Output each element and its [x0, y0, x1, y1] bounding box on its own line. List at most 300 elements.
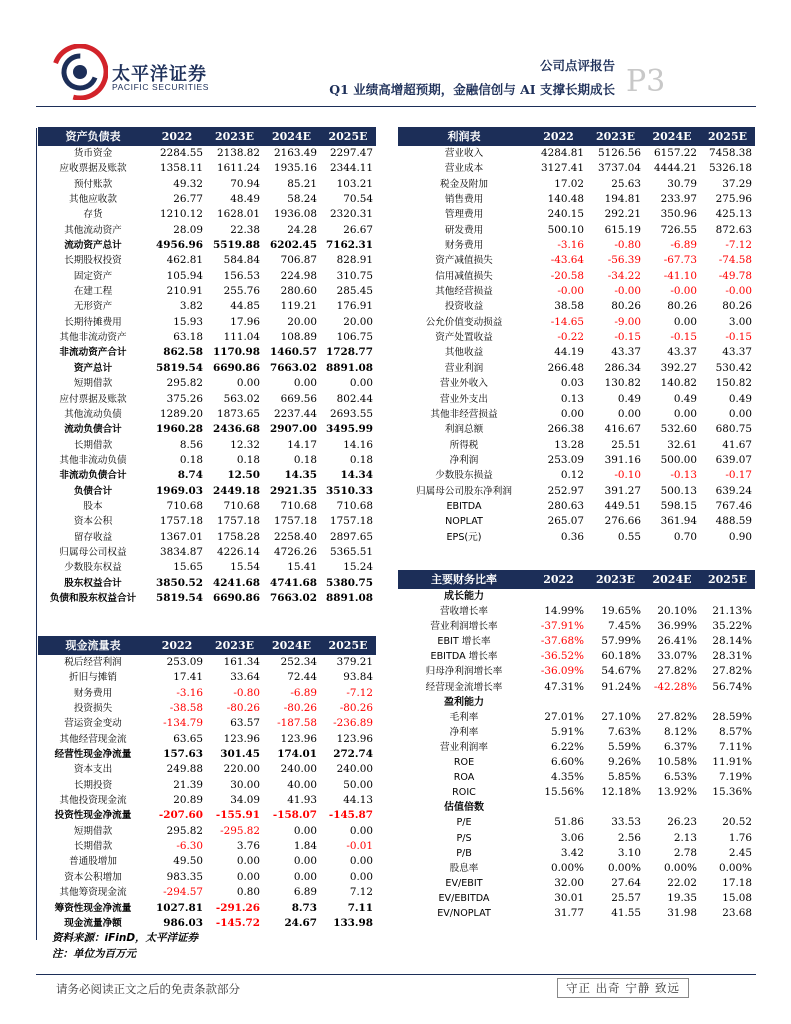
value-cell: 4241.68 [213, 576, 260, 589]
value-cell: 1210.12 [160, 208, 203, 221]
value-cell: 0.00 [560, 407, 584, 420]
value-cell: 669.56 [280, 392, 317, 405]
table-row [38, 345, 376, 360]
value-cell: -0.80 [233, 686, 260, 699]
value-cell: 32.61 [667, 438, 697, 451]
table-title: 现金流量表 [38, 636, 148, 655]
row-label: 经营性现金净流量 [54, 749, 132, 761]
value-cell: 0.00% [550, 861, 584, 874]
value-cell: 22.02 [667, 876, 697, 889]
value-cell: 416.67 [604, 423, 641, 436]
value-cell: 4726.26 [274, 545, 317, 558]
value-cell: 276.66 [604, 515, 641, 528]
value-cell: 15.24 [343, 561, 373, 574]
row-label: EV/EBIT [445, 877, 483, 889]
value-cell: -0.10 [614, 469, 641, 482]
row-label: 流动负债合计 [64, 424, 122, 436]
table-row [38, 146, 376, 161]
value-cell: 6.53% [663, 771, 697, 784]
value-cell: -0.22 [557, 331, 584, 344]
value-cell: -36.09% [540, 665, 584, 678]
value-cell: 27.82% [657, 710, 697, 723]
value-cell: -0.15 [725, 331, 752, 344]
empty-cell [530, 800, 587, 815]
value-cell: 500.00 [660, 453, 697, 466]
value-cell: 111.04 [223, 331, 260, 344]
value-cell: 986.03 [163, 916, 203, 929]
value-cell: 28.14% [712, 635, 752, 648]
table-row [38, 762, 376, 777]
company-logo [52, 44, 108, 100]
value-cell: 266.38 [547, 423, 584, 436]
row-label: P/B [456, 847, 472, 859]
value-cell: 19.35 [667, 891, 697, 904]
value-cell: 255.76 [223, 285, 260, 298]
income-statement-table [398, 127, 755, 545]
value-cell: 103.21 [336, 177, 373, 190]
value-cell: 174.01 [277, 748, 317, 761]
row-label: 非流动资产合计 [59, 347, 127, 359]
table-row [38, 315, 376, 330]
value-cell: 252.97 [547, 484, 584, 497]
value-cell: 0.00 [349, 855, 373, 868]
value-cell: 63.65 [173, 732, 203, 745]
table-row [398, 146, 755, 161]
table-row [38, 701, 376, 716]
value-cell: 7162.31 [326, 239, 373, 252]
table-row [38, 686, 376, 701]
value-cell: 233.97 [660, 193, 697, 206]
value-cell: 0.90 [728, 530, 752, 543]
value-cell: 24.67 [284, 916, 317, 929]
value-cell: 1757.18 [217, 515, 260, 528]
value-cell: 8.57% [718, 725, 752, 738]
table-row [398, 755, 755, 770]
value-cell: 0.00 [236, 855, 260, 868]
table-row [398, 514, 755, 529]
value-cell: 0.55 [617, 530, 641, 543]
value-cell: -49.78 [718, 269, 752, 282]
value-cell: 44.13 [343, 794, 373, 807]
section-row [398, 589, 755, 604]
value-cell: 3495.99 [326, 423, 373, 436]
value-cell: 0.70 [673, 530, 697, 543]
value-cell: 240.00 [280, 763, 317, 776]
row-label: 营业成本 [444, 163, 484, 175]
value-cell: -37.68% [540, 635, 584, 648]
row-label: 短期借款 [73, 378, 113, 390]
value-cell: 563.02 [223, 392, 260, 405]
value-cell: 15.56% [544, 786, 584, 799]
year-header: 2023E [206, 636, 263, 655]
value-cell: 2138.82 [217, 147, 260, 159]
year-header: 2024E [263, 636, 320, 655]
table-row [398, 530, 755, 545]
row-label: 货币资金 [73, 148, 113, 159]
value-cell: 91.24% [601, 680, 641, 693]
row-label: 营业利润率 [440, 741, 488, 753]
value-cell: 49.32 [173, 177, 203, 190]
value-cell: 130.82 [604, 377, 641, 390]
value-cell: -43.64 [550, 254, 584, 267]
value-cell: 4.35% [550, 771, 584, 784]
value-cell: 1611.24 [217, 162, 260, 175]
footer-rule [36, 974, 756, 975]
value-cell: 108.89 [280, 331, 317, 344]
value-cell: 1960.28 [156, 423, 203, 436]
value-cell: 6.37% [663, 740, 697, 753]
value-cell: 252.34 [280, 656, 317, 668]
row-label: 负债合计 [73, 485, 113, 497]
value-cell: -3.16 [176, 686, 203, 699]
value-cell: -34.22 [607, 269, 641, 282]
value-cell: 14.35 [284, 469, 317, 482]
value-cell: 33.07% [657, 650, 697, 663]
row-label: 资本公积增加 [64, 871, 122, 883]
table-row [398, 253, 755, 268]
value-cell: 7.19% [718, 771, 752, 784]
empty-cell [587, 589, 644, 604]
value-cell: 3.42 [560, 846, 584, 859]
value-cell: 12.50 [227, 469, 260, 482]
value-cell: 2237.44 [274, 407, 317, 420]
value-cell: 8.74 [177, 469, 203, 482]
value-cell: 28.59% [712, 710, 752, 723]
row-label: 其他非经营损益 [430, 408, 498, 420]
value-cell: 47.31% [544, 680, 584, 693]
value-cell: 0.18 [236, 453, 260, 466]
row-label: 流动资产总计 [64, 240, 122, 252]
value-cell: 25.57 [611, 891, 641, 904]
table-row [38, 238, 376, 253]
table-row [398, 177, 755, 192]
value-cell: 7.45% [607, 620, 641, 633]
value-cell: -74.58 [718, 254, 752, 267]
value-cell: 2921.35 [270, 484, 317, 497]
section-label: 盈利能力 [444, 696, 484, 708]
value-cell: 1873.65 [217, 407, 260, 420]
value-cell: 2.13 [673, 831, 697, 844]
row-label: 投资收益 [444, 301, 484, 313]
row-label: P/S [456, 832, 472, 844]
value-cell: 615.19 [604, 223, 641, 236]
value-cell: 44.85 [230, 300, 260, 313]
year-header: 2025E [700, 570, 755, 589]
value-cell: 17.02 [554, 177, 584, 190]
value-cell: 15.36% [712, 786, 752, 799]
header-rule [36, 106, 756, 107]
value-cell: 0.00 [293, 855, 317, 868]
empty-cell [644, 695, 700, 710]
value-cell: 710.68 [336, 499, 373, 512]
value-cell: -0.01 [346, 840, 373, 853]
row-label: EBITDA 增长率 [430, 651, 498, 663]
table-row [398, 846, 755, 861]
table-row [38, 839, 376, 854]
value-cell: -6.89 [670, 239, 697, 252]
table-title: 资产负债表 [38, 127, 148, 146]
empty-cell [700, 695, 755, 710]
table-row [38, 747, 376, 762]
value-cell: 26.41% [657, 635, 697, 648]
value-cell: 60.18% [601, 650, 641, 663]
table-row [398, 392, 755, 407]
value-cell: 31.98 [667, 906, 697, 919]
value-cell: -0.00 [557, 285, 584, 298]
value-cell: 639.07 [715, 453, 752, 466]
value-cell: 391.27 [604, 484, 641, 497]
value-cell: -0.80 [614, 239, 641, 252]
value-cell: 9.26% [607, 756, 641, 769]
financial-ratios-table [398, 570, 755, 921]
value-cell: -37.91% [540, 620, 584, 633]
table-row [38, 453, 376, 468]
value-cell: 1628.01 [217, 208, 260, 221]
value-cell: 20.52 [722, 816, 752, 829]
value-cell: 3737.04 [598, 162, 641, 175]
table-row [38, 655, 376, 670]
table-row [38, 468, 376, 483]
value-cell: 767.46 [715, 499, 752, 512]
value-cell: 6.60% [550, 756, 584, 769]
row-label: 所得税 [449, 439, 479, 451]
value-cell: 15.93 [173, 315, 203, 328]
value-cell: 2284.55 [160, 147, 203, 159]
section-row [398, 800, 755, 815]
value-cell: -236.89 [333, 717, 373, 730]
table-row [398, 649, 755, 664]
value-cell: 41.55 [611, 906, 641, 919]
value-cell: 2320.31 [330, 208, 373, 221]
table-row [38, 916, 376, 931]
table-row [38, 422, 376, 437]
value-cell: 25.63 [611, 177, 641, 190]
value-cell: 24.28 [287, 223, 317, 236]
row-label: 经营现金流增长率 [425, 681, 503, 693]
value-cell: 7.12 [349, 886, 373, 899]
value-cell: 49.50 [173, 855, 203, 868]
value-cell: 0.00 [293, 824, 317, 837]
value-cell: -7.12 [725, 239, 752, 252]
value-cell: 43.37 [667, 346, 697, 359]
table-row [398, 330, 755, 345]
value-cell: 4284.81 [541, 147, 584, 159]
value-cell: 70.54 [343, 193, 373, 206]
value-cell: 1758.28 [217, 530, 260, 543]
row-label: 投资性现金净流量 [54, 810, 132, 822]
value-cell: 12.18% [601, 786, 641, 799]
value-cell: 280.63 [547, 499, 584, 512]
value-cell: 17.41 [173, 671, 203, 684]
value-cell: 150.82 [715, 377, 752, 390]
value-cell: 35.22% [712, 620, 752, 633]
value-cell: 1728.77 [326, 346, 373, 359]
table-row [398, 891, 755, 906]
value-cell: 36.99% [657, 620, 697, 633]
year-header: 2024E [263, 127, 320, 146]
value-cell: 210.91 [166, 285, 203, 298]
value-cell: 265.07 [547, 515, 584, 528]
value-cell: 56.74% [712, 680, 752, 693]
table-row [38, 223, 376, 238]
value-cell: -67.73 [663, 254, 697, 267]
value-cell: 2693.55 [330, 407, 373, 420]
value-cell: -36.52% [540, 650, 584, 663]
value-cell: 119.21 [280, 300, 317, 313]
value-cell: 3.76 [236, 840, 260, 853]
table-row [398, 815, 755, 830]
value-cell: 0.49 [728, 392, 752, 405]
table-header-row [38, 127, 376, 146]
row-label: 归属母公司股东净利润 [416, 485, 512, 497]
table-row [398, 238, 755, 253]
table-row [38, 591, 376, 606]
year-header: 2022 [530, 570, 587, 589]
row-label: 管理费用 [444, 209, 484, 221]
row-label: 长期借款 [73, 841, 113, 853]
value-cell: 48.49 [230, 193, 260, 206]
value-cell: 27.01% [544, 710, 584, 723]
value-cell: -42.28% [653, 680, 697, 693]
table-header-row [398, 570, 755, 589]
value-cell: 5126.56 [598, 147, 641, 159]
value-cell: 17.18 [722, 876, 752, 889]
table-row [398, 710, 755, 725]
value-cell: -295.82 [220, 824, 260, 837]
table-row [398, 376, 755, 391]
value-cell: 0.00% [607, 861, 641, 874]
table-row [38, 392, 376, 407]
value-cell: 1757.18 [330, 515, 373, 528]
source-note [52, 930, 198, 962]
value-cell: 4741.68 [270, 576, 317, 589]
table-row [38, 376, 376, 391]
value-cell: 0.49 [617, 392, 641, 405]
row-label: ROE [453, 757, 475, 769]
value-cell: 253.09 [166, 656, 203, 668]
row-label: EV/NOPLAT [437, 907, 491, 919]
value-cell: 21.13% [712, 605, 752, 618]
value-cell: 706.87 [280, 254, 317, 267]
value-cell: 51.86 [554, 816, 584, 829]
value-cell: 80.26 [722, 300, 752, 313]
value-cell: 532.60 [660, 423, 697, 436]
value-cell: -9.00 [614, 315, 641, 328]
value-cell: 26.77 [173, 193, 203, 206]
table-row [38, 361, 376, 376]
table-row [38, 670, 376, 685]
value-cell: 1757.18 [274, 515, 317, 528]
row-label: 其他流动负债 [64, 408, 122, 420]
table-row [398, 438, 755, 453]
row-label: 其他流动资产 [64, 224, 122, 236]
empty-cell [587, 800, 644, 815]
value-cell: 2297.47 [330, 147, 373, 159]
value-cell: 3510.33 [326, 484, 373, 497]
value-cell: 2163.49 [274, 147, 317, 159]
value-cell: 20.00 [343, 315, 373, 328]
value-cell: 5819.54 [156, 591, 203, 604]
row-label: 折旧与摊销 [69, 672, 117, 684]
table-row [38, 438, 376, 453]
value-cell: 8.56 [179, 438, 203, 451]
value-cell: 41.67 [722, 438, 752, 451]
value-cell: 500.13 [660, 484, 697, 497]
page-number: P3 [626, 64, 666, 99]
value-cell: 23.68 [722, 906, 752, 919]
value-cell: 15.41 [287, 561, 317, 574]
value-cell: 285.45 [336, 285, 373, 298]
table-row [38, 177, 376, 192]
value-cell: 26.67 [343, 223, 373, 236]
report-title: Q1 业绩高增超预期，金融信创与 AI 支撑长期成长 [329, 82, 615, 97]
value-cell: -0.17 [725, 469, 752, 482]
table-row [38, 545, 376, 560]
table-row [398, 484, 755, 499]
value-cell: 123.96 [280, 732, 317, 745]
value-cell: 598.15 [660, 499, 697, 512]
row-label: 无形资产 [73, 301, 113, 313]
value-cell: 57.99% [601, 635, 641, 648]
table-row [398, 269, 755, 284]
value-cell: 3.10 [617, 846, 641, 859]
value-cell: 13.28 [554, 438, 584, 451]
year-header: 2023E [587, 127, 644, 146]
row-label: ROA [453, 772, 475, 784]
row-label: 其他经营损益 [435, 286, 493, 298]
row-label: 其他筹资现金流 [59, 887, 127, 899]
value-cell: 15.65 [173, 561, 203, 574]
value-cell: 40.00 [287, 778, 317, 791]
value-cell: 6690.86 [213, 591, 260, 604]
value-cell: 33.64 [230, 671, 260, 684]
year-header: 2023E [206, 127, 263, 146]
table-row [398, 422, 755, 437]
table-header-row [398, 127, 755, 146]
value-cell: 350.96 [660, 208, 697, 221]
value-cell: 123.96 [223, 732, 260, 745]
unit-note: 注：单位为百万元 [52, 948, 136, 960]
value-cell: 392.27 [660, 361, 697, 374]
value-cell: 54.67% [601, 665, 641, 678]
table-row [398, 861, 755, 876]
table-row [38, 808, 376, 823]
value-cell: 5.59% [607, 740, 641, 753]
value-cell: 224.98 [280, 269, 317, 282]
row-label: 财务费用 [73, 687, 113, 699]
value-cell: 6157.22 [654, 147, 697, 159]
table-row [398, 207, 755, 222]
value-cell: 2.56 [617, 831, 641, 844]
value-cell: 6.22% [550, 740, 584, 753]
value-cell: 488.59 [715, 515, 752, 528]
value-cell: 8.73 [291, 901, 317, 914]
value-cell: 93.84 [343, 671, 373, 684]
value-cell: 14.99% [544, 605, 584, 618]
table-row [398, 785, 755, 800]
table-row [398, 223, 755, 238]
value-cell: 530.42 [715, 361, 752, 374]
value-cell: 27.64 [611, 876, 641, 889]
empty-cell [644, 589, 700, 604]
value-cell: 292.21 [604, 208, 641, 221]
table-row [38, 824, 376, 839]
value-cell: 710.68 [166, 499, 203, 512]
table-row [398, 345, 755, 360]
disclaimer: 请务必阅读正文之后的免责条款部分 [56, 982, 240, 996]
value-cell: 30.00 [230, 778, 260, 791]
value-cell: 85.21 [287, 177, 317, 190]
